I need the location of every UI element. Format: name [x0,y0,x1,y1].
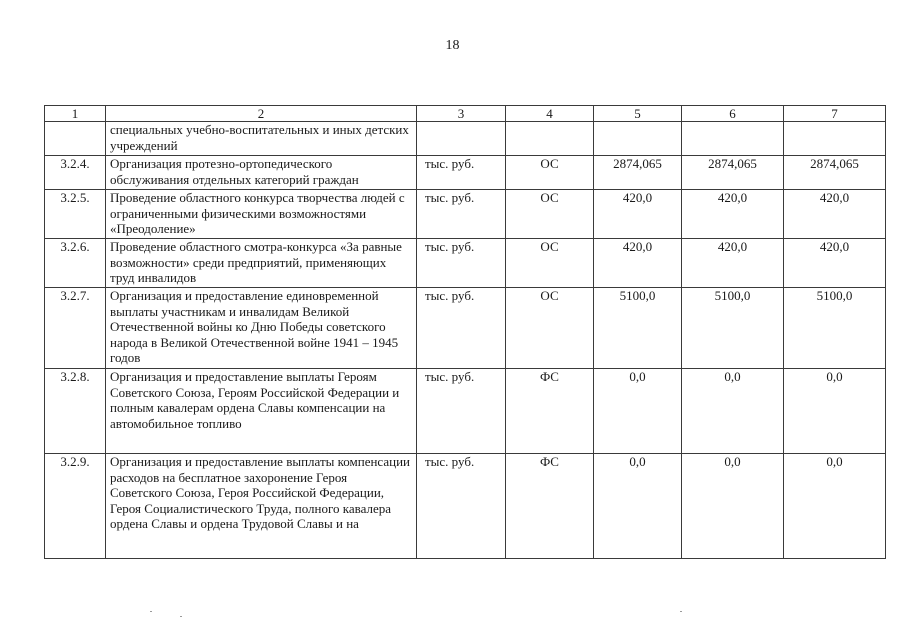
row-source-cell: ФС [506,369,594,454]
row-value-cell: 420,0 [784,239,886,288]
column-header: 5 [594,106,682,122]
row-value-cell: 2874,065 [784,156,886,190]
row-source-cell: ОС [506,190,594,239]
column-header: 2 [106,106,417,122]
row-source-cell: ОС [506,156,594,190]
table-row [45,369,886,454]
row-name-cell: Организация протезно-ортопедического обслуживания отдельных категорий граждан [106,156,417,190]
row-source-cell [506,122,594,156]
row-value-cell: 5100,0 [594,288,682,369]
row-value-cell: 420,0 [594,190,682,239]
row-value-cell [682,122,784,156]
row-unit-cell: тыс. руб. [417,156,506,190]
table-row [45,122,886,156]
scan-artifact [680,611,682,612]
row-value-cell: 5100,0 [784,288,886,369]
row-unit-cell: тыс. руб. [417,454,506,559]
row-number-cell: 3.2.9. [45,454,106,559]
row-unit-cell: тыс. руб. [417,190,506,239]
row-name-cell: Организация и предоставление выплаты Героям Советского Союза, Героям Российской Федерации и полным кавалерам ордена Славы компенсации на автомобильное топливо [106,369,417,454]
row-value-cell: 0,0 [784,454,886,559]
row-value-cell: 420,0 [594,239,682,288]
row-name-cell: Проведение областного смотра-конкурса «За равные возможности» среди предприятий, применяющих труд инвалидов [106,239,417,288]
row-value-cell: 0,0 [784,369,886,454]
column-header: 1 [45,106,106,122]
table-row [45,239,886,288]
row-value-cell: 420,0 [682,239,784,288]
row-name-cell: Проведение областного конкурса творчества людей с ограниченными физическими возможностями «Преодоление» [106,190,417,239]
row-value-cell: 420,0 [784,190,886,239]
scan-artifact [150,611,152,612]
row-number-cell [45,122,106,156]
row-unit-cell [417,122,506,156]
row-name-cell: Организация и предоставление единовременной выплаты участникам и инвалидам Великой Отечественной войны ко Дню Победы советского народа в Великой Отечественной войне 1941 – 1945 годов [106,288,417,369]
data-table [44,105,886,559]
row-value-cell: 0,0 [594,454,682,559]
row-number-cell: 3.2.6. [45,239,106,288]
row-value-cell: 5100,0 [682,288,784,369]
row-name-cell: Организация и предоставление выплаты компенсации расходов на бесплатное захоронение Героя Советского Союза, Героя Российской Федерации, Героя Социалистического Труда, полного кавалера ордена Славы и ордена Трудовой Славы и на [106,454,417,559]
row-unit-cell: тыс. руб. [417,239,506,288]
row-source-cell: ФС [506,454,594,559]
row-value-cell: 0,0 [682,454,784,559]
row-number-cell: 3.2.5. [45,190,106,239]
table-row [45,190,886,239]
column-header: 4 [506,106,594,122]
table-row [45,288,886,369]
row-name-cell: специальных учебно-воспитательных и иных детских учреждений [106,122,417,156]
row-unit-cell: тыс. руб. [417,369,506,454]
row-number-cell: 3.2.4. [45,156,106,190]
row-value-cell [594,122,682,156]
row-value-cell: 0,0 [682,369,784,454]
column-header: 7 [784,106,886,122]
row-source-cell: ОС [506,288,594,369]
row-value-cell: 2874,065 [682,156,784,190]
row-value-cell: 0,0 [594,369,682,454]
row-value-cell: 2874,065 [594,156,682,190]
row-number-cell: 3.2.7. [45,288,106,369]
row-source-cell: ОС [506,239,594,288]
table-row [45,454,886,559]
column-header: 3 [417,106,506,122]
row-number-cell: 3.2.8. [45,369,106,454]
scan-artifact [180,616,182,617]
row-value-cell: 420,0 [682,190,784,239]
row-value-cell [784,122,886,156]
page-number: 18 [445,38,460,53]
column-header: 6 [682,106,784,122]
row-unit-cell: тыс. руб. [417,288,506,369]
table-row [45,156,886,190]
table-header-row [45,106,886,122]
